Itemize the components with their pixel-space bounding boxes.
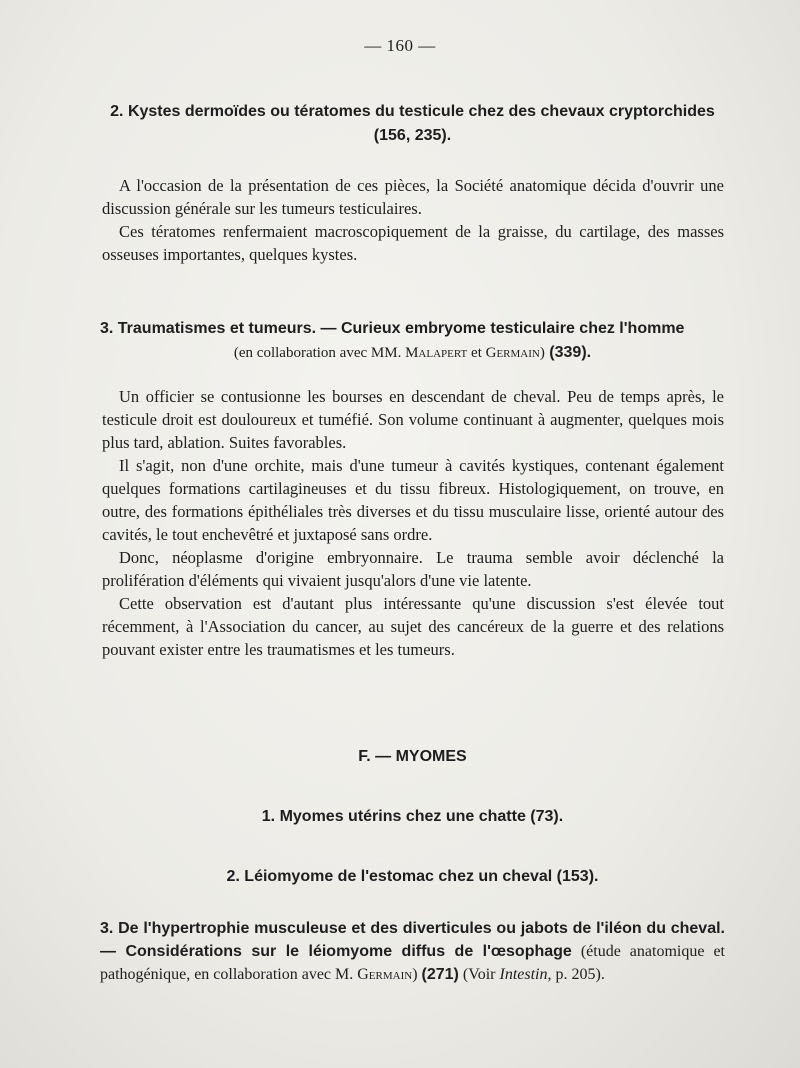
paragraph: Cette observation est d'autant plus intéressante qu'une discussion s'est élevée tout récemment, à l'Association du cancer, au sujet des cancéreux de la guerre et des relations pouvant exister entre les traumatismes et les tumeurs.: [102, 594, 724, 659]
section-3-subtitle: [100, 341, 725, 365]
author-germain-2: Germain: [357, 966, 413, 983]
item-3-reference: (271): [421, 966, 459, 983]
paragraph: Un officier se contusionne les bourses en descendant de cheval. Peu de temps après, le testicule droit est douloureux et tuméfié. Son volume continuant à augmenter, quelques mois plus tard, ablation. Suites favorables.: [102, 387, 724, 452]
author-germain: Germain: [485, 345, 540, 361]
item-3-see-target: Intestin: [499, 966, 548, 983]
page-number: — 160 —: [364, 36, 436, 55]
section-3-title: 3. Traumatismes et tumeurs. — Curieux embryome testiculaire chez l'homme: [100, 320, 685, 337]
item-3-page: , p. 205).: [547, 966, 605, 983]
collab-suffix: ): [539, 345, 545, 361]
paragraph: Ces tératomes renfermaient macroscopiquement de la graisse, du cartilage, des masses osseuses importantes, quelques kystes.: [102, 222, 724, 264]
paragraph: A l'occasion de la présentation de ces pièces, la Société anatomique décida d'ouvrir une discussion générale sur les tumeurs testiculaires.: [102, 176, 724, 218]
myomes-item-3: [100, 917, 725, 986]
section-2-heading: [100, 100, 725, 148]
paragraph: Donc, néoplasme d'origine embryonnaire. Le trauma semble avoir déclenché la prolifération d'éléments qui vivaient jusqu'alors d'une vie latente.: [102, 548, 724, 590]
section-3-heading: [100, 317, 725, 365]
author-malapert: Malapert: [405, 345, 468, 361]
item-3-title: 3. De l'hypertrophie musculeuse et des diverticules ou jabots de l'iléon du cheval. — Considérations sur le léiomyome diffus de l'œsophage: [100, 920, 725, 960]
paragraph-block-1: [102, 174, 724, 266]
reference-number: (339).: [544, 344, 592, 361]
paragraph: Il s'agit, non d'une orchite, mais d'une tumeur à cavités kystiques, contenant également quelques formations cartilagineuses et du tissu fibreux. Histologiquement, on trouve, en outre, des formations épithéliales très diverses et du tissu musculaire lisse, orienté autour des cavités, le tout enchevêtré et juxtaposé sans ordre.: [102, 456, 724, 544]
section-2-title-line2: (156, 235).: [373, 127, 452, 144]
collab-prefix: (en collaboration avec MM.: [233, 345, 406, 361]
section-f-heading: F. — MYOMES: [358, 748, 467, 765]
myomes-item-2: 2. Léiomyome de l'estomac chez un cheval (153).: [226, 868, 599, 885]
paragraph-block-2: [102, 385, 724, 661]
myomes-item-1: 1. Myomes utérins chez une chatte (73).: [261, 808, 564, 825]
item-3-close: ): [412, 966, 422, 983]
item-3-see: (Voir: [458, 966, 500, 983]
section-2-title-line1: 2. Kystes dermoïdes ou tératomes du testicule chez des chevaux cryptorchides: [110, 103, 715, 120]
collab-mid: et: [467, 345, 486, 361]
item-3-desc: (étude anatomique et pathogénique, en collaboration avec M.: [100, 943, 725, 983]
